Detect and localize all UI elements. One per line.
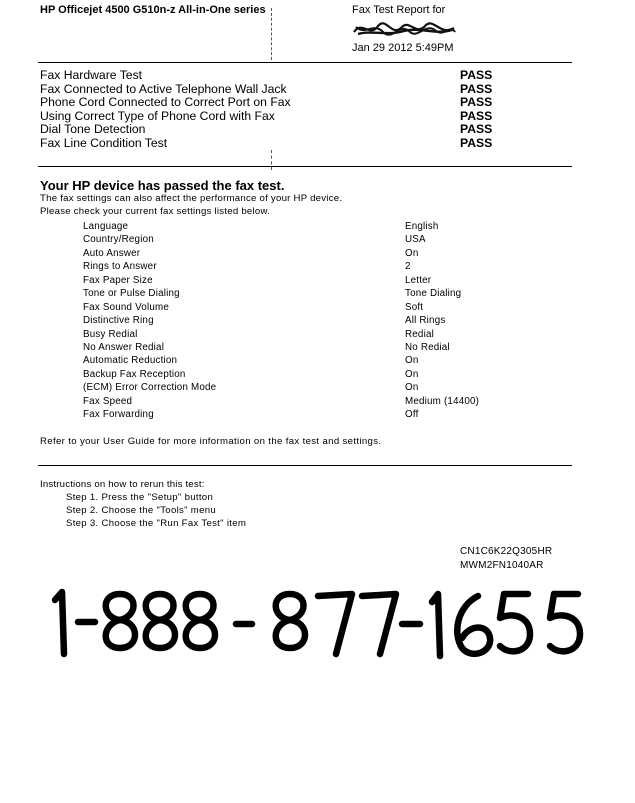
setting-value: Tone Dialing [405,288,462,300]
intro-line: The fax settings can also affect the performance of your HP device. [40,193,343,204]
setting-value: Medium (14400) [405,395,480,407]
test-result: PASS [460,68,493,82]
service-id: MWM2FN1040AR [460,560,544,571]
instructions-heading: Instructions on how to rerun this test: [40,479,205,490]
test-result: PASS [460,108,493,123]
test-row [40,110,560,124]
setting-name: Language [83,221,129,232]
instruction-step: Step 1. Press the "Setup" button [66,492,214,503]
instruction-step: Step 2. Choose the "Tools" menu [66,505,216,516]
test-row [40,83,560,97]
setting-name: Fax Sound Volume [83,301,169,313]
redaction-scribble [352,18,457,40]
setting-row [83,274,503,287]
setting-name: No Answer Redial [83,341,165,353]
setting-name: Auto Answer [83,247,141,259]
setting-row [83,287,503,300]
setting-value: On [405,355,419,367]
setting-name: Automatic Reduction [83,355,178,367]
serial-number: CN1C6K22Q305HR [460,546,553,557]
divider-line [38,62,572,63]
setting-value: 2 [405,261,411,273]
test-result: PASS [460,122,493,137]
test-row [40,96,560,110]
fax-settings-list [83,220,503,422]
instruction-step: Step 3. Choose the "Run Fax Test" item [66,518,247,529]
report-date-time: Jan 29 2012 5:49PM [352,42,454,54]
fold-mark [271,150,273,170]
setting-row [83,220,503,233]
test-name: Fax Hardware Test [40,68,143,82]
test-name: Phone Cord Connected to Correct Port on Fax [40,95,291,110]
setting-name: Country/Region [83,234,154,246]
setting-name: Backup Fax Reception [83,368,186,380]
setting-row [83,314,503,327]
pass-heading: Your HP device has passed the fax test. [40,178,285,193]
printer-model: HP Officejet 4500 G510n-z All-in-One series [40,4,266,16]
handwritten-phone-number [0,582,635,677]
setting-name: Fax Speed [83,395,133,407]
test-name: Fax Connected to Active Telephone Wall Jack [40,81,287,96]
setting-name: Fax Paper Size [83,274,153,286]
divider-line [38,166,572,167]
test-result: PASS [460,81,493,96]
test-row [40,137,560,151]
setting-value: Redial [405,328,434,340]
setting-row [83,328,503,341]
setting-row [83,247,503,260]
setting-row [83,301,503,314]
setting-name: Fax Forwarding [83,409,154,421]
report-title: Fax Test Report for [352,4,446,16]
setting-row [83,341,503,354]
setting-value: English [405,221,439,232]
setting-name: Busy Redial [83,328,138,340]
setting-row [83,368,503,381]
setting-row [83,381,503,394]
setting-value: Off [405,409,419,421]
setting-row [83,233,503,246]
setting-name: Tone or Pulse Dialing [83,288,180,300]
setting-value: On [405,368,419,380]
test-name: Fax Line Condition Test [40,135,168,150]
setting-name: (ECM) Error Correction Mode [83,382,217,394]
test-row [40,69,560,83]
setting-value: Soft [405,301,424,313]
test-name: Dial Tone Detection [40,122,146,137]
setting-value: Letter [405,274,432,286]
setting-value: On [405,247,419,259]
test-name: Using Correct Type of Phone Cord with Fax [40,108,275,123]
user-guide-note: Refer to your User Guide for more information on the fax test and settings. [40,436,382,447]
intro-line: Please check your current fax settings listed below. [40,206,271,217]
setting-value: On [405,382,419,394]
divider-line [38,465,572,466]
test-row [40,123,560,137]
setting-name: Distinctive Ring [83,315,154,327]
test-result: PASS [460,95,493,110]
setting-row [83,408,503,421]
setting-row [83,395,503,408]
fold-mark [271,8,273,60]
setting-value: USA [405,234,426,246]
setting-value: All Rings [405,315,446,327]
setting-row [83,354,503,367]
test-results [40,69,560,151]
test-result: PASS [460,135,493,150]
setting-row [83,260,503,273]
setting-value: No Redial [405,341,450,353]
setting-name: Rings to Answer [83,261,157,273]
